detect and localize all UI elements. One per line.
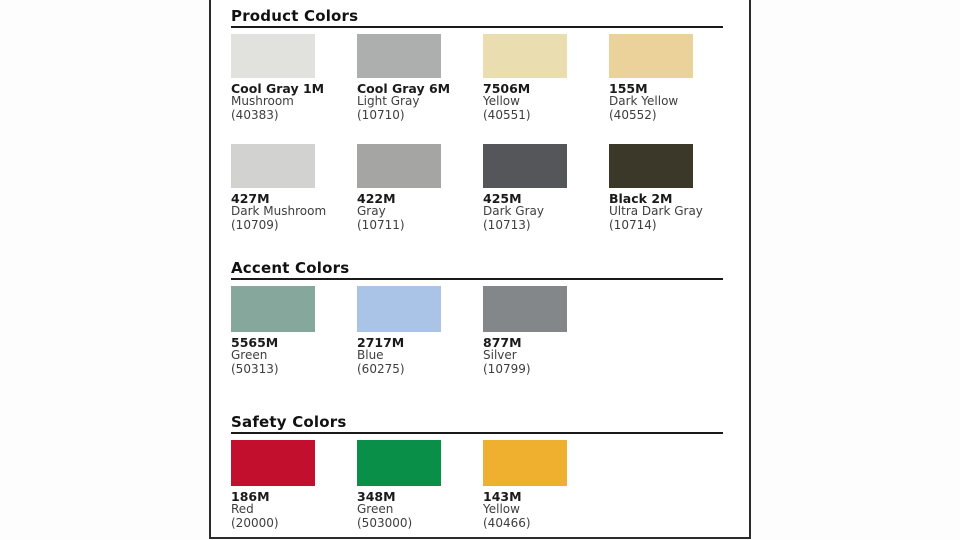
color-name: 155M (609, 81, 648, 96)
color-code: (40552) (609, 107, 657, 122)
color-card (231, 144, 357, 232)
color-code: (10711) (357, 217, 405, 232)
color-spec-sheet (209, 0, 751, 539)
color-description: Gray (357, 204, 386, 218)
color-card (483, 144, 609, 232)
color-swatch (231, 286, 315, 332)
color-swatch (609, 144, 693, 188)
color-card (483, 34, 609, 122)
color-name: Black 2M (609, 191, 673, 206)
color-description: Silver (483, 348, 517, 362)
color-name: Cool Gray 6M (357, 81, 451, 96)
color-name: 5565M (231, 335, 279, 350)
color-description: Yellow (483, 94, 520, 108)
color-swatch (357, 34, 441, 78)
color-swatch (231, 440, 315, 486)
color-code: (40383) (231, 107, 279, 122)
color-description: Light Gray (357, 94, 420, 108)
color-description: Dark Mushroom (231, 204, 327, 218)
product-colors-row-2 (231, 144, 749, 232)
color-card (357, 144, 483, 232)
color-description: Dark Gray (483, 204, 544, 218)
color-swatch (357, 286, 441, 332)
section-title-product-colors: Product Colors (231, 8, 723, 28)
color-code: (10710) (357, 107, 405, 122)
color-code: (10714) (609, 217, 657, 232)
color-name: 348M (357, 489, 396, 504)
color-card (609, 144, 735, 232)
color-swatch (357, 440, 441, 486)
color-name: Cool Gray 1M (231, 81, 325, 96)
color-card (609, 34, 735, 122)
color-name: 427M (231, 191, 270, 206)
color-name: 186M (231, 489, 270, 504)
color-swatch (231, 34, 315, 78)
color-name: 422M (357, 191, 396, 206)
color-description: Red (231, 502, 254, 516)
color-description: Yellow (483, 502, 520, 516)
section-title-safety-colors: Safety Colors (231, 414, 723, 434)
color-card (357, 440, 483, 530)
color-swatch (357, 144, 441, 188)
color-card (483, 286, 609, 376)
color-swatch (483, 440, 567, 486)
color-swatch (483, 34, 567, 78)
color-name: 425M (483, 191, 522, 206)
color-description: Green (231, 348, 268, 362)
color-card (357, 34, 483, 122)
color-card (483, 440, 609, 530)
color-description: Mushroom (231, 94, 294, 108)
safety-colors-row (231, 440, 749, 530)
product-colors-row-1 (231, 34, 749, 122)
color-code: (10709) (231, 217, 279, 232)
color-description: Blue (357, 348, 384, 362)
color-name: 2717M (357, 335, 405, 350)
color-code: (40551) (483, 107, 531, 122)
color-swatch (483, 286, 567, 332)
color-code: (20000) (231, 515, 279, 530)
color-card (231, 34, 357, 122)
color-code: (503000) (357, 515, 413, 530)
color-card (357, 286, 483, 376)
color-card (231, 286, 357, 376)
color-description: Green (357, 502, 394, 516)
color-description: Dark Yellow (609, 94, 679, 108)
color-swatch (231, 144, 315, 188)
color-code: (10713) (483, 217, 531, 232)
color-name: 877M (483, 335, 522, 350)
color-swatch (609, 34, 693, 78)
color-description: Ultra Dark Gray (609, 204, 703, 218)
color-swatch (483, 144, 567, 188)
accent-colors-row (231, 286, 749, 376)
section-title-accent-colors: Accent Colors (231, 260, 723, 280)
color-name: 7506M (483, 81, 531, 96)
color-code: (40466) (483, 515, 531, 530)
color-code: (10799) (483, 361, 531, 376)
color-name: 143M (483, 489, 522, 504)
color-card (231, 440, 357, 530)
color-code: (50313) (231, 361, 279, 376)
color-code: (60275) (357, 361, 405, 376)
